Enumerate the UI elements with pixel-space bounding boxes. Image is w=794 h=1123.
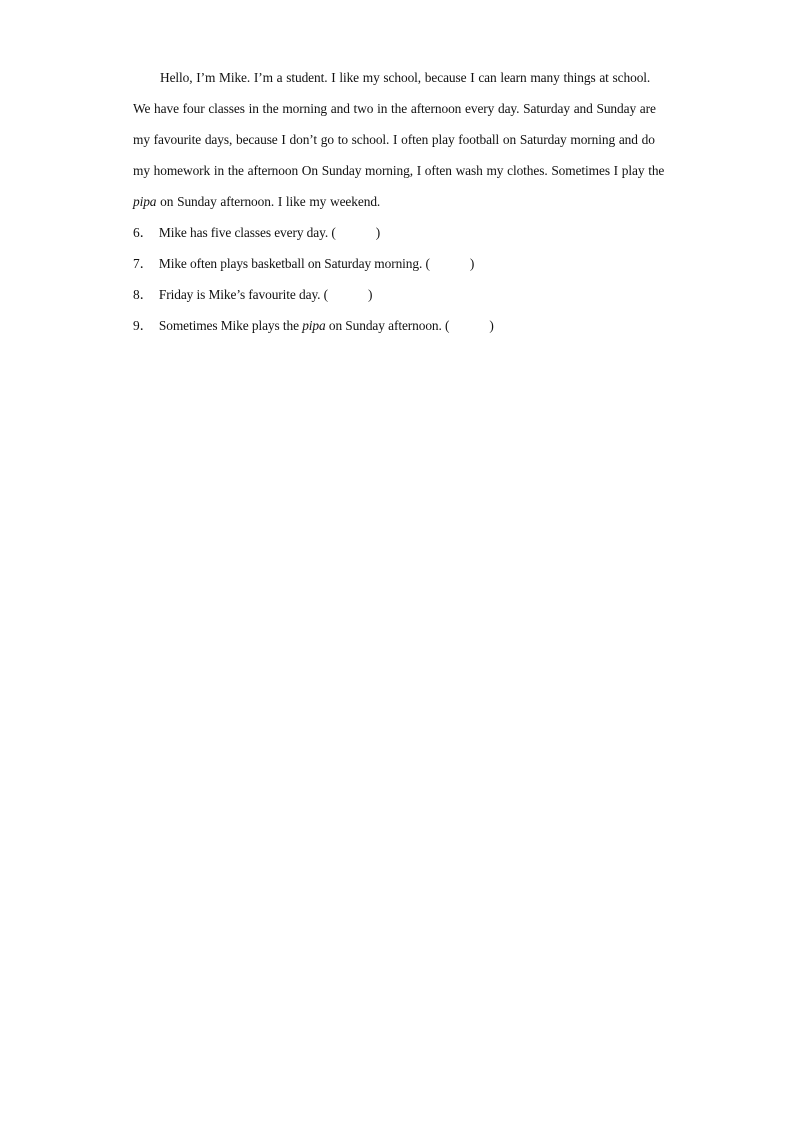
question-text: Mike has five classes every day. ( (158, 225, 336, 240)
question-close-paren: ) (489, 318, 494, 333)
reading-passage (133, 62, 668, 217)
question-text-end: on Sunday afternoon. ( (325, 318, 450, 333)
question-number: 8． (133, 287, 153, 302)
question-8 (133, 279, 668, 310)
question-text: Friday is Mike’s favourite day. ( (158, 287, 329, 302)
question-text: Sometimes Mike plays the (158, 318, 303, 333)
question-number: 6． (133, 225, 153, 240)
document-page (133, 62, 668, 341)
passage-italic-word: pipa (133, 194, 157, 209)
question-7 (133, 248, 668, 279)
question-9 (133, 310, 668, 341)
question-italic-word: pipa (302, 318, 326, 333)
question-6 (133, 217, 668, 248)
passage-text-end: on Sunday afternoon. I like my weekend. (156, 194, 381, 209)
question-list (133, 217, 668, 341)
question-close-paren: ) (469, 256, 475, 271)
question-text: Mike often plays basketball on Saturday morning. ( (158, 256, 430, 271)
passage-text: Hello, I’m Mike. I’m a student. I like my school, because I can learn many things at school. We have four classes in the morning and two in the afternoon every day. Saturday and Sunday are my favourite days, because I don’t go to school. I often play football on Saturday morning and do my homework in the afternoon On Sunday morning, I often wash my clothes. Sometimes I play the (133, 70, 665, 178)
question-close-paren: ) (375, 225, 381, 240)
question-number: 9． (133, 318, 153, 333)
question-close-paren: ) (368, 287, 373, 302)
question-number: 7． (133, 256, 153, 271)
